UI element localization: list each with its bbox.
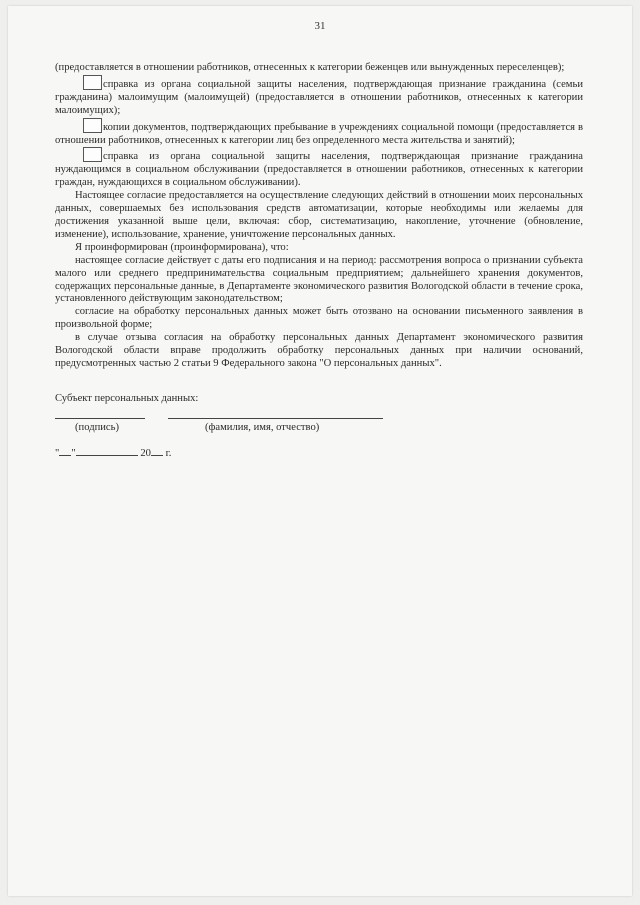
document-page (8, 6, 632, 896)
checkbox-item-homeless (55, 118, 583, 148)
date-line (55, 446, 583, 461)
signature-line[interactable] (55, 418, 145, 419)
full-name-line[interactable] (168, 418, 383, 419)
full-name-caption: (фамилия, имя, отчество) (205, 421, 320, 433)
signature-caption: (подпись) (75, 421, 119, 433)
checkbox-low-income[interactable] (83, 75, 102, 90)
paragraph-informed: Я проинформирован (проинформирована), что: (75, 241, 289, 253)
checkbox-item-social-service-text: справка из органа социальной защиты населения, подтверждающая признание гражданина нуждающимся в социальном обслуживании (предоставляется в отношении работников, отнесенных к категории граждан, нуждающихся в социальном обслуживании). (55, 151, 583, 189)
date-suffix: г. (165, 447, 172, 459)
checkbox-item-low-income-text: справка из органа социальной защиты населения, подтверждающая признание гражданина (семьи гражданина) малоимущим (малоимущей) (предоставляется в отношении работников, отнесенных к категории малоимущих); (55, 78, 583, 116)
paragraph-continuation: в случае отзыва согласия на обработку персональных данных Департамент экономического развития Вологодской области вправе продолжить обработку персональных данных при наличии оснований, предусмотренных частью 2 статьи 9 Федерального закона "О персональных данных". (55, 332, 583, 369)
page-number: 31 (314, 20, 326, 32)
paragraph-revocation: согласие на обработку персональных данных может быть отозвано на основании письменного заявления в произвольной форме; (55, 306, 583, 331)
date-year-prefix: 20 (140, 447, 151, 459)
signature-row (55, 412, 583, 438)
checkbox-item-low-income (55, 75, 583, 118)
checkbox-item-homeless-text: копии документов, подтверждающих пребывание в учреждениях социальной помощи (предоставляется в отношении работников, отнесенных к категории лиц без определенного места жительства и занятий); (55, 121, 583, 146)
paragraph-consent-actions: Настоящее согласие предоставляется на осуществление следующих действий в отношении моих персональных данных, совершаемых без использования средств автоматизации, которые необходимы или желаемы для достижения указанной выше цели, включая: сбор, систематизацию, накопление, уточнение (обновление, изменение), использование, хранение, уничтожение персональных данных. (55, 190, 583, 240)
date-month-blank[interactable] (76, 446, 138, 456)
date-day-blank[interactable] (59, 446, 71, 456)
document-body (55, 62, 583, 461)
paragraph-refugees: (предоставляется в отношении работников, отнесенных к категории беженцев или вынужденных переселенцев); (55, 62, 565, 73)
date-close-quote: " (71, 447, 76, 459)
checkbox-homeless[interactable] (83, 118, 102, 133)
paragraph-validity: настоящее согласие действует с даты его подписания и на период: рассмотрения вопроса о признании субъекта малого или среднего предпринимательства социальным предприятием; дальнейшего хранения документов, содержащих персональные данные, в Департаменте экономического развития Вологодской области в течение срока, установленного действующим законодательством; (55, 254, 583, 305)
date-open-quote: " (55, 447, 60, 459)
date-year-blank[interactable] (151, 446, 163, 456)
checkbox-social-service[interactable] (83, 147, 102, 162)
subject-label: Субъект персональных данных: (55, 392, 199, 404)
checkbox-item-social-service (55, 147, 583, 190)
